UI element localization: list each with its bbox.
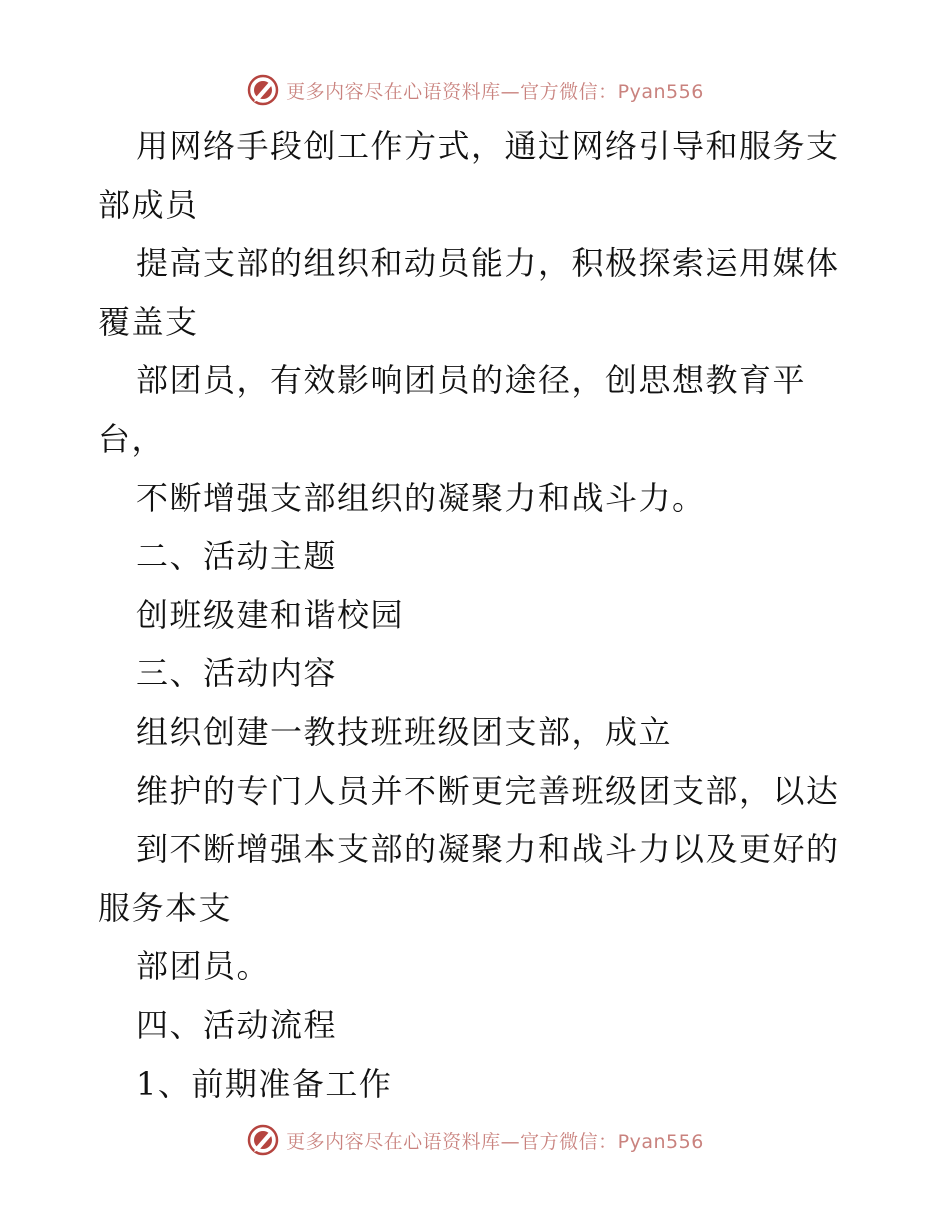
header-watermark-text: 更多内容尽在心语资料库—官方微信：Pyan556 xyxy=(286,80,704,103)
text-line: 创班级建和谐校园 xyxy=(136,595,405,634)
footer-watermark-text: 更多内容尽在心语资料库—官方微信：Pyan556 xyxy=(286,1130,704,1153)
text-line: 维护的专门人员并不断更完善班级团支部，以达 xyxy=(136,771,840,810)
text-line: 到不断增强本支部的凝聚力和战斗力以及更好的 xyxy=(136,830,840,869)
text-line: 不断增强支部组织的凝聚力和战斗力。 xyxy=(136,478,706,517)
section-heading: 二、活动主题 xyxy=(136,537,338,576)
pen-seal-logo-icon xyxy=(246,73,280,107)
document-body xyxy=(98,117,858,1113)
text-line: 组织创建一教技班班级团支部，成立 xyxy=(136,712,673,751)
section-heading: 三、活动内容 xyxy=(136,654,338,693)
text-line: 部团员。 xyxy=(136,947,271,986)
subsection-heading: 1、前期准备工作 xyxy=(136,1064,393,1103)
section-heading: 四、活动流程 xyxy=(136,1005,338,1044)
text-line: 台， xyxy=(98,419,166,458)
footer-watermark xyxy=(0,1120,950,1160)
text-line: 覆盖支 xyxy=(98,302,199,341)
header-watermark xyxy=(0,70,950,110)
text-line: 部团员，有效影响团员的途径，创思想教育平 xyxy=(136,361,807,400)
pen-seal-logo-icon xyxy=(246,1123,280,1157)
text-line: 用网络手段创工作方式，通过网络引导和服务支 xyxy=(136,127,840,165)
text-line: 服务本支 xyxy=(98,888,233,927)
text-line: 部成员 xyxy=(98,185,199,224)
text-line: 提高支部的组织和动员能力，积极探索运用媒体 xyxy=(136,244,840,283)
